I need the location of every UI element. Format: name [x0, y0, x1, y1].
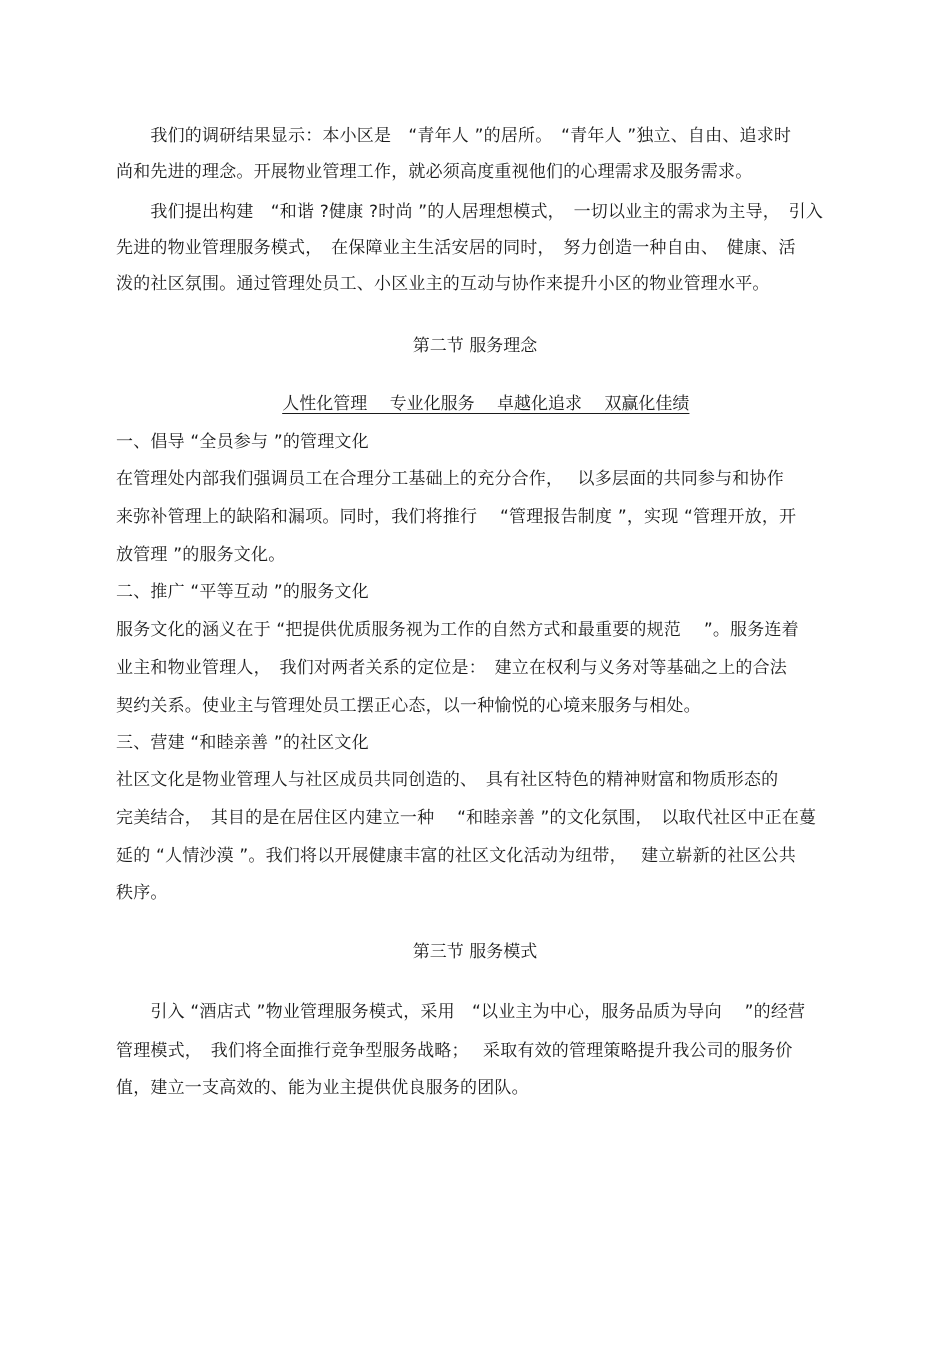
- intro-p2-line-1: 我们提出构建 “和谐 ?健康 ?时尚 ”的人居理想模式， 一切以业主的需求为主导， 引入: [116, 202, 824, 222]
- item3-body-line-1: 社区文化是物业管理人与社区成员共同创造的、 具有社区特色的精神财富和物质形态的: [116, 770, 779, 790]
- section3-body-line-1: 引入 “酒店式 ”物业管理服务模式，采用 “以业主为中心，服务品质为导向 ”的经营: [116, 1002, 806, 1022]
- item3-body-line-3: 延的 “人情沙漠 ”。我们将以开展健康丰富的社区文化活动为纽带， 建立崭新的社区公共: [116, 846, 796, 866]
- item2-heading: 二、推广 “平等互动 ”的服务文化: [116, 582, 369, 602]
- item2-body-line-3: 契约关系。使业主与管理处员工摆正心态，以一种愉悦的心境来服务与相处。: [116, 696, 701, 716]
- intro-p1-line-2: 尚和先进的理念。开展物业管理工作，就必须高度重视他们的心理需求及服务需求。: [116, 162, 753, 182]
- section2-title: 第二节 服务理念: [412, 336, 538, 356]
- section3-body-line-3: 值，建立一支高效的、能为业主提供优良服务的团队。: [116, 1078, 529, 1098]
- item2-body-line-1: 服务文化的涵义在于 “把提供优质服务视为工作的自然方式和最重要的规范 ”。服务连着: [116, 620, 799, 640]
- intro-p2-line-3: 泼的社区氛围。通过管理处员工、小区业主的互动与协作来提升小区的物业管理水平。: [116, 274, 770, 294]
- item2-body-line-2: 业主和物业管理人， 我们对两者关系的定位是： 建立在权利与义务对等基础之上的合法: [116, 658, 787, 678]
- item1-heading: 一、倡导 “全员参与 ”的管理文化: [116, 432, 369, 452]
- item1-body-line-1: 在管理处内部我们强调员工在合理分工基础上的充分合作， 以多层面的共同参与和协作: [116, 469, 784, 489]
- section2-motto: [0, 371, 950, 437]
- section2-motto-text: 人性化管理 专业化服务 卓越化追求 双赢化佳绩: [282, 394, 690, 414]
- item1-body-line-3: 放管理 ”的服务文化。: [116, 545, 286, 565]
- item1-body-line-2: 来弥补管理上的缺陷和漏项。同时，我们将推行 “管理报告制度 ”，实现 “管理开放，开: [116, 507, 797, 527]
- item3-body-line-2: 完美结合， 其目的是在居住区内建立一种 “和睦亲善 ”的文化氛围， 以取代社区中正在蔓: [116, 808, 817, 828]
- intro-p1-line-1: 我们的调研结果显示：本小区是 “青年人 ”的居所。 “青年人 ”独立、自由、追求时: [116, 126, 792, 146]
- intro-p2-line-2: 先进的物业管理服务模式， 在保障业主生活安居的同时， 努力创造一种自由、 健康、活: [116, 238, 796, 258]
- item3-body-line-4: 秩序。: [116, 883, 168, 903]
- section3-body-line-2: 管理模式， 我们将全面推行竞争型服务战略； 采取有效的管理策略提升我公司的服务价: [116, 1041, 793, 1061]
- section3-title: 第三节 服务模式: [412, 942, 538, 962]
- item3-heading: 三、营建 “和睦亲善 ”的社区文化: [116, 733, 369, 753]
